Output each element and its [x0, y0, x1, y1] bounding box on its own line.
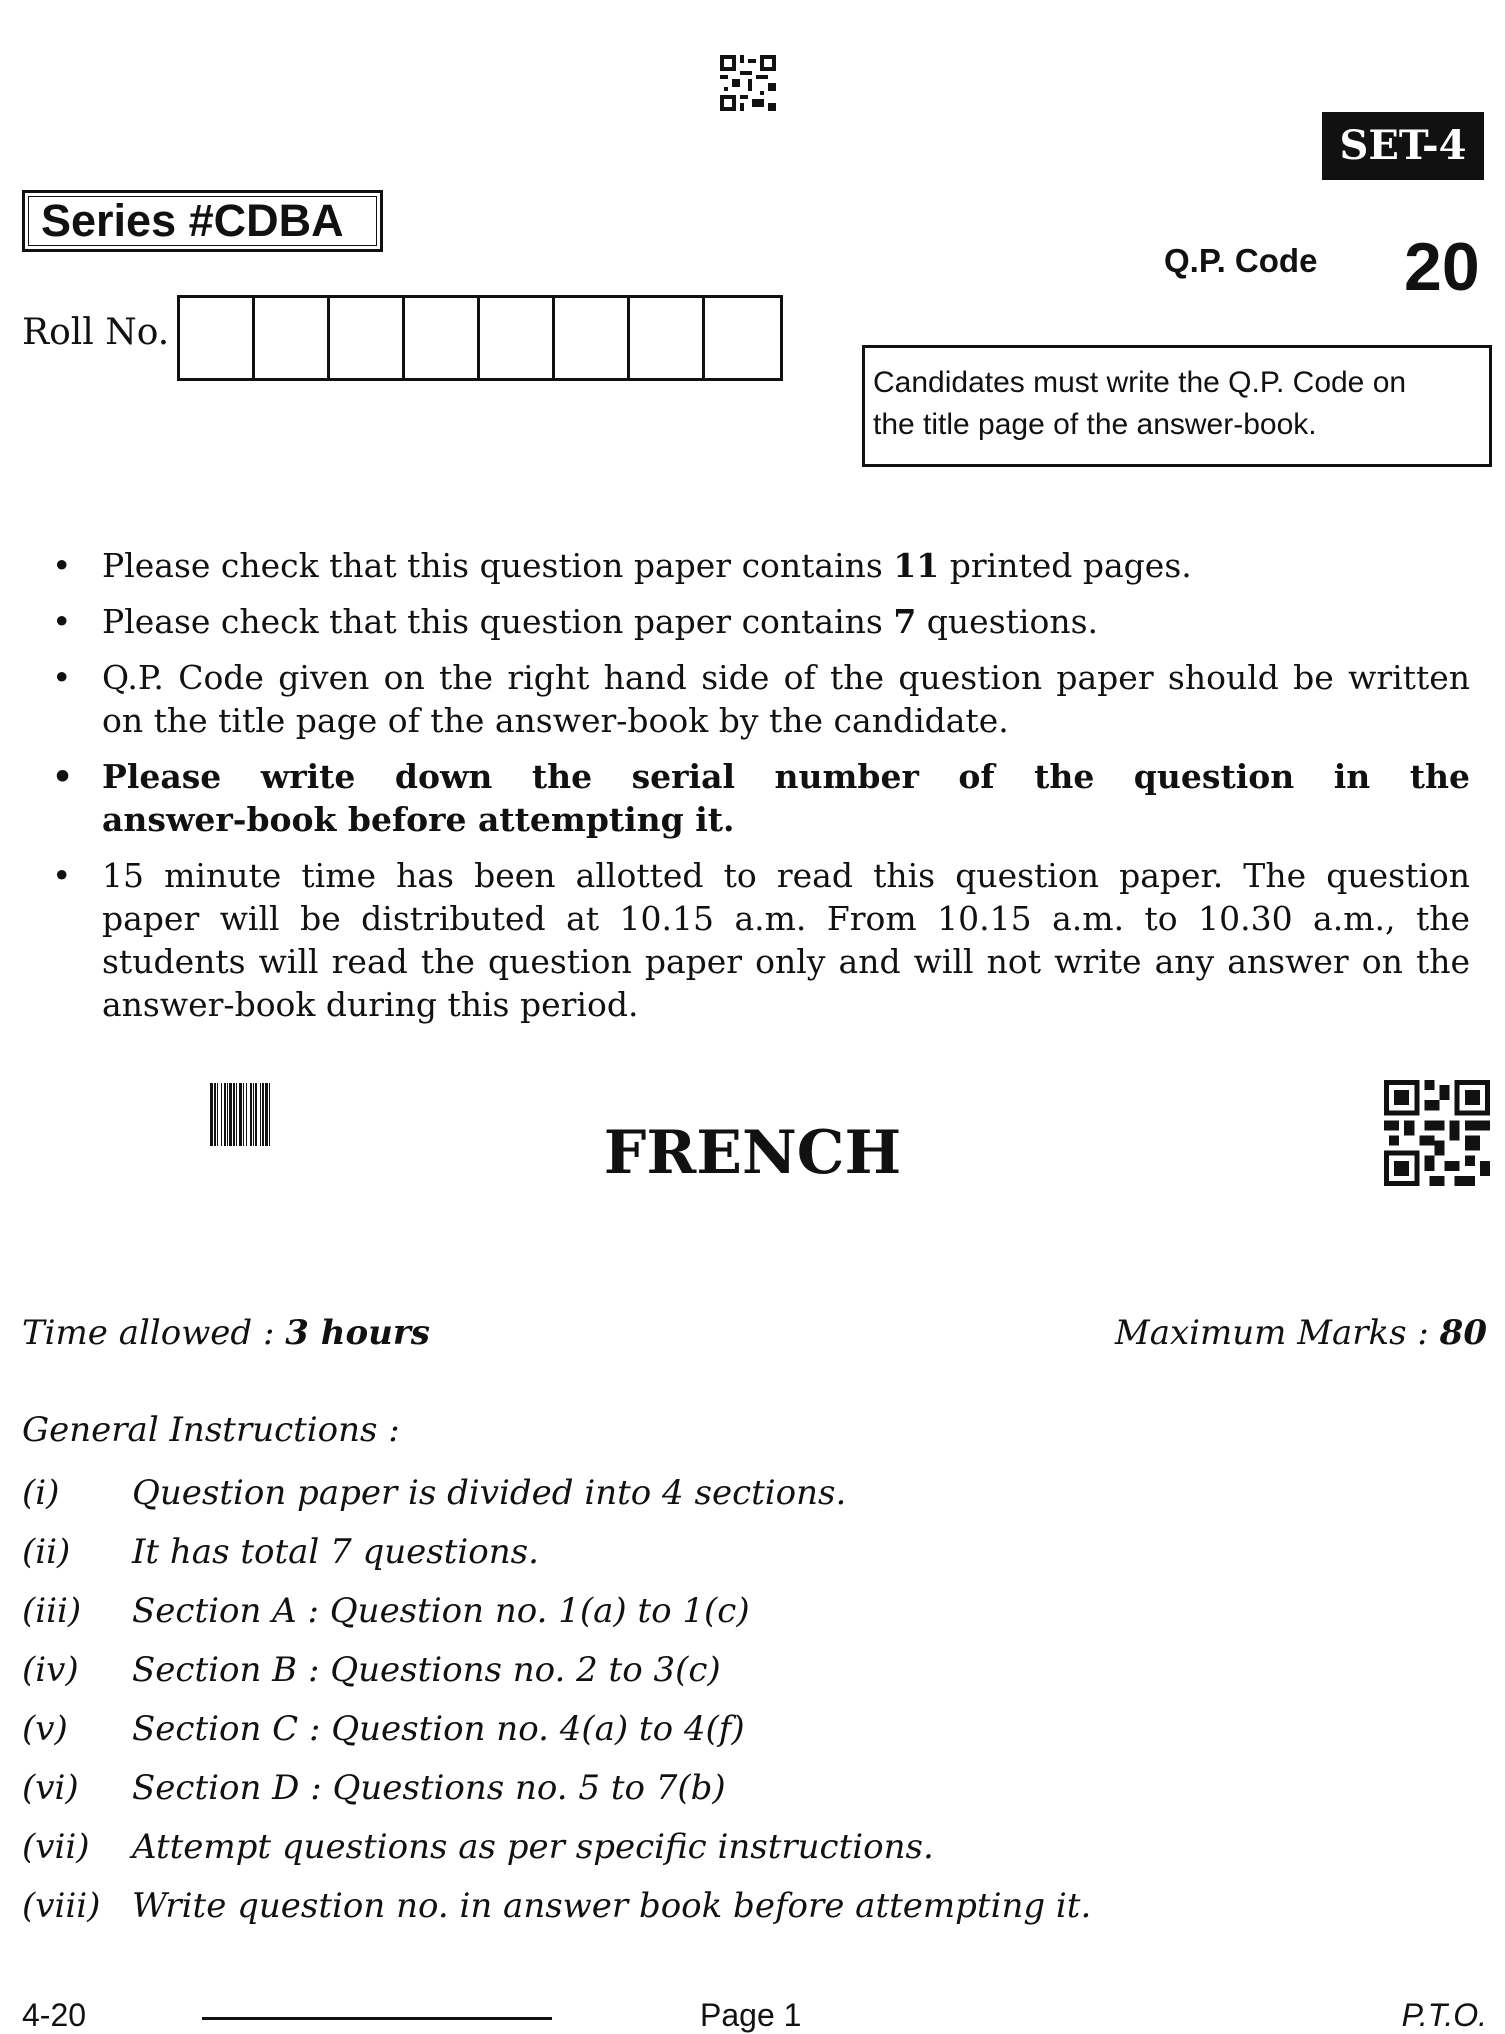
bullet-item — [50, 656, 1470, 742]
bullet-item — [50, 600, 1470, 643]
bullet-line: answer-book before attempting it. — [102, 800, 735, 839]
qr-code-top — [720, 55, 776, 111]
footer-paper-code: 4-20 — [22, 1997, 87, 2033]
candidate-note-line: Candidates must write the Q.P. Code on — [873, 366, 1407, 399]
bullet-line: paper will be distributed at 10.15 a.m. From 10.15 a.m. to 10.30 a.m., the — [102, 899, 1470, 938]
footer-divider — [202, 2017, 552, 2020]
instruction-item — [22, 1640, 1322, 1699]
instruction-text: Write question no. in answer book before attempting it. — [132, 1885, 1092, 1926]
roll-number-cell[interactable] — [405, 298, 480, 378]
bullet-item — [50, 854, 1470, 1026]
time-allowed — [22, 1313, 430, 1353]
subject-title: FRENCH — [603, 1118, 902, 1188]
roll-number-boxes[interactable] — [177, 295, 783, 381]
bullet-text: Please check that this question paper contains — [102, 546, 894, 585]
marks-value: 80 — [1439, 1313, 1487, 1353]
bullet-line: on the title page of the answer-book by the candidate. — [102, 701, 1009, 740]
instruction-text: Attempt questions as per specific instructions. — [132, 1826, 934, 1867]
roll-number-cell[interactable] — [330, 298, 405, 378]
bullet-text: questions. — [916, 602, 1099, 641]
roll-number-cell[interactable] — [480, 298, 555, 378]
marks-label: Maximum Marks : — [1114, 1313, 1440, 1353]
instruction-text: Section C : Question no. 4(a) to 4(f) — [132, 1708, 745, 1749]
instruction-text: Section A : Question no. 1(a) to 1(c) — [132, 1590, 750, 1631]
bullet-text: Please check that this question paper contains — [102, 602, 894, 641]
instruction-number: (vi) — [22, 1767, 79, 1808]
roll-number-label: Roll No. — [22, 312, 170, 353]
bullet-line: answer-book during this period. — [102, 985, 639, 1024]
instruction-number: (iv) — [22, 1649, 79, 1690]
time-label: Time allowed : — [22, 1313, 286, 1353]
bullet-line: • Please write down the serial number of the question in the — [102, 757, 1470, 796]
bullet-line: • 15 minute time has been allotted to read this question paper. The question — [102, 856, 1470, 895]
instruction-item — [22, 1463, 1322, 1522]
bullet-bold: 11 — [893, 546, 940, 585]
instruction-item — [22, 1758, 1322, 1817]
bullet-line: • Q.P. Code given on the right hand side of the question paper should be written — [102, 658, 1470, 697]
instruction-text: It has total 7 questions. — [132, 1531, 539, 1572]
instruction-number: (v) — [22, 1708, 68, 1749]
bullet-item — [50, 755, 1470, 841]
roll-number-cell[interactable] — [630, 298, 705, 378]
bullet-line: students will read the question paper only and will not write any answer on the — [102, 942, 1470, 981]
instruction-number: (viii) — [22, 1885, 101, 1926]
candidate-note-line: the title page of the answer-book. — [873, 408, 1317, 441]
roll-number-cell[interactable] — [555, 298, 630, 378]
instruction-number: (i) — [22, 1472, 60, 1513]
instruction-item — [22, 1817, 1322, 1876]
instruction-item — [22, 1699, 1322, 1758]
instruction-text: Section B : Questions no. 2 to 3(c) — [132, 1649, 721, 1690]
instruction-number: (ii) — [22, 1531, 71, 1572]
bullet-text: printed pages. — [939, 546, 1192, 585]
roll-number-cell[interactable] — [180, 298, 255, 378]
general-instructions-heading: General Instructions : — [22, 1410, 400, 1450]
instruction-item — [22, 1876, 1322, 1935]
instruction-number: (vii) — [22, 1826, 90, 1867]
instruction-item — [22, 1522, 1322, 1581]
instruction-text: Question paper is divided into 4 sections. — [132, 1472, 847, 1513]
candidate-note-box — [862, 345, 1492, 467]
roll-number-cell[interactable] — [255, 298, 330, 378]
instruction-item — [22, 1581, 1322, 1640]
qr-code-right — [1384, 1080, 1490, 1186]
series-box: Series #CDBA — [22, 190, 383, 252]
footer-pto: P.T.O. — [1401, 1997, 1487, 2033]
time-value: 3 hours — [285, 1313, 430, 1353]
check-instructions — [50, 544, 1470, 1039]
bullet-bold: 7 — [893, 602, 917, 641]
set-badge: SET-4 — [1322, 112, 1484, 180]
qp-code-label: Q.P. Code — [1164, 242, 1318, 279]
bullet-item — [50, 544, 1470, 587]
general-instructions-list — [22, 1463, 1322, 1935]
roll-number-cell[interactable] — [705, 298, 780, 378]
maximum-marks — [1115, 1313, 1487, 1353]
instruction-text: Section D : Questions no. 5 to 7(b) — [132, 1767, 726, 1808]
qp-code-value: 20 — [1404, 229, 1480, 305]
footer-page-number: Page 1 — [700, 1997, 802, 2033]
instruction-number: (iii) — [22, 1590, 82, 1631]
